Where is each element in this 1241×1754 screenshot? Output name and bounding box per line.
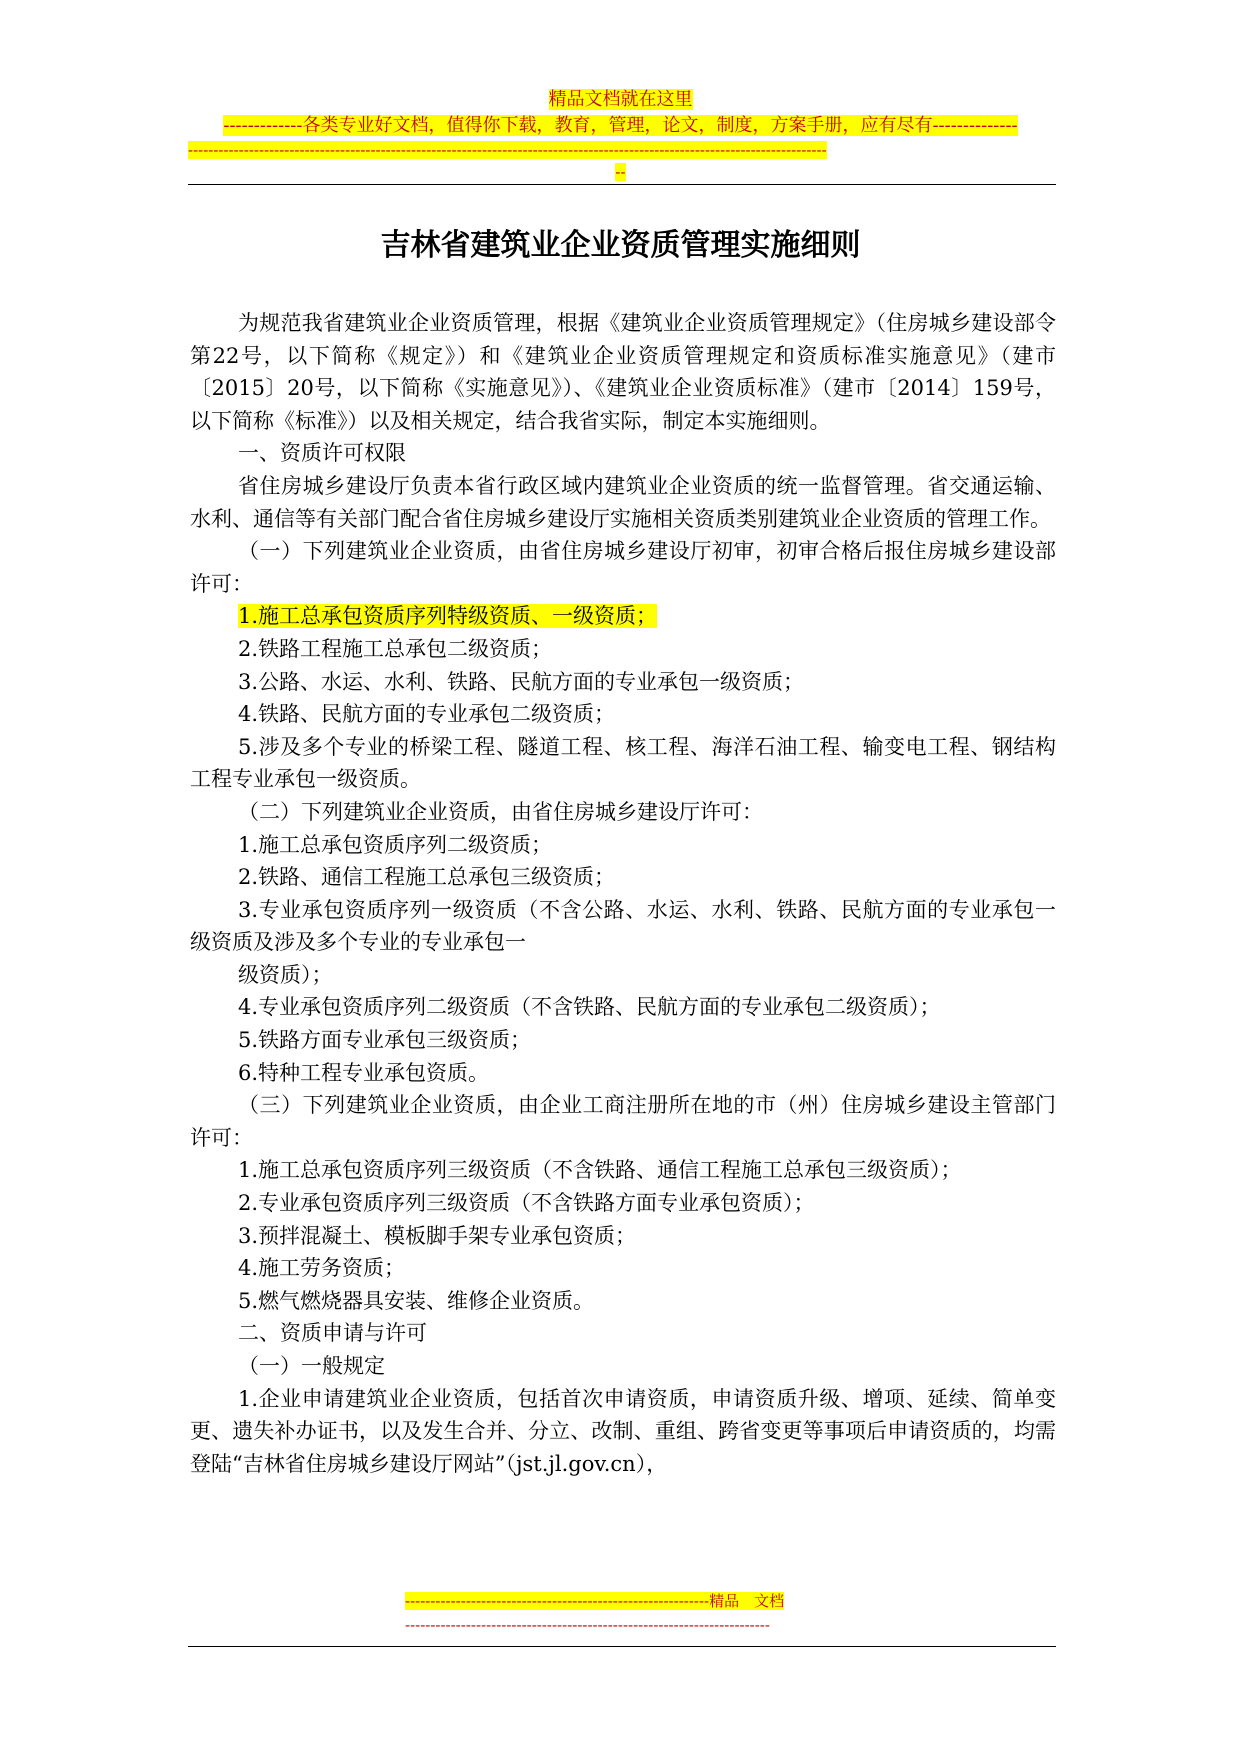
header-rule [188, 184, 1056, 185]
list-item: 6.特种工程专业承包资质。 [238, 1060, 490, 1085]
header-dash-text: ------------------------------------------------------------------------------------------------------------------------------ [188, 141, 827, 159]
header-dash-line [188, 140, 1054, 160]
list-item: 2.铁路、通信工程施工总承包三级资质； [238, 865, 616, 890]
list-item: 3.专业承包资质序列一级资质（不含公路、水运、水利、铁路、民航方面的专业承包一级资质及涉及多个专业的专业承包一 [190, 897, 1056, 955]
list-item: 3.预拌混凝土、模板脚手架专业承包资质； [238, 1223, 637, 1248]
list-item: 1.施工总承包资质序列三级资质（不含铁路、通信工程施工总承包三级资质）； [238, 1158, 962, 1183]
list-item: 2.铁路工程施工总承包二级资质； [238, 636, 553, 661]
paragraph: 为规范我省建筑业企业资质管理，根据《建筑业企业资质管理规定》（住房城乡建设部令第22号，以下简称《规定》）和《建筑业企业资质管理规定和资质标准实施意见》（建市〔2015〕20号，以下简称《实施意见》）、《建筑业企业资质标准》（建市〔2014〕159号，以下简称《标准》）以及相关规定，结合我省实际，制定本实施细则。 [190, 311, 1056, 433]
list-item: 5.涉及多个专业的桥梁工程、隧道工程、核工程、海洋石油工程、输变电工程、钢结构工程专业承包一级资质。 [190, 734, 1056, 792]
document-title: 吉林省建筑业企业资质管理实施细则 [380, 228, 861, 263]
header-dash-tail-text: -- [615, 163, 626, 181]
list-item: 2.专业承包资质序列三级资质（不含铁路方面专业承包资质）； [238, 1191, 815, 1216]
footer-line-1 [405, 1590, 853, 1612]
paragraph: 省住房城乡建设厅负责本省行政区域内建筑业企业资质的统一监督管理。省交通运输、水利、通信等有关部门配合省住房城乡建设厅实施相关资质类别建筑业企业资质的管理工作。 [190, 473, 1056, 531]
list-item: 5.燃气燃烧器具安装、维修企业资质。 [238, 1288, 595, 1313]
header-banner [188, 114, 1053, 138]
footer-line-2-text: ------------------------------------------------------------------------ [405, 1616, 770, 1634]
header-top-label [0, 88, 1241, 112]
list-item: 4.铁路、民航方面的专业承包二级资质； [238, 702, 616, 727]
list-item: 4.专业承包资质序列二级资质（不含铁路、民航方面的专业承包二级资质）； [238, 995, 941, 1020]
section-heading: 一、资质许可权限 [238, 441, 406, 466]
highlighted-item [190, 600, 1056, 633]
paragraph: （三）下列建筑业企业资质，由企业工商注册所在地的市（州）住房城乡建设主管部门许可： [190, 1093, 1056, 1150]
footer-rule [188, 1646, 1056, 1647]
paragraph: （二）下列建筑业企业资质，由省住房城乡建设厅许可： [238, 799, 763, 824]
subsection-heading: （一）一般规定 [238, 1354, 385, 1378]
list-item: 4.施工劳务资质； [238, 1256, 406, 1281]
header-dash-tail [0, 162, 1241, 182]
section-heading: 二、资质申请与许可 [238, 1321, 427, 1346]
list-item-continuation: 级资质）； [238, 962, 333, 987]
list-item: 1.企业申请建筑业企业资质，包括首次申请资质，申请资质升级、增项、延续、简单变更、遗失补办证书，以及发生合并、分立、改制、重组、跨省变更等事项后申请资质的，均需登陆“吉林省住房城乡建设厅网站”（jst.jl.gov.cn）， [190, 1386, 1056, 1476]
list-item: 3.公路、水运、水利、铁路、民航方面的专业承包一级资质； [238, 669, 805, 694]
paragraph: （一）下列建筑业企业资质，由省住房城乡建设厅初审，初审合格后报住房城乡建设部许可： [190, 539, 1056, 596]
document-body [190, 307, 1056, 1480]
header-top-label-text: 精品文档就在这里 [548, 89, 693, 110]
footer-line-2 [405, 1615, 853, 1635]
footer-line-1-text: ------------------------------------------------------------精品 文档 [405, 1592, 785, 1610]
header-banner-text: -------------各类专业好文档，值得你下载，教育，管理，论文，制度，方案手册，应有尽有-------------- [223, 115, 1018, 136]
highlighted-item-text: 1.施工总承包资质序列特级资质、一级资质； [238, 604, 658, 629]
list-item: 5.铁路方面专业承包三级资质； [238, 1028, 532, 1053]
list-item: 1.施工总承包资质序列二级资质； [238, 832, 553, 857]
